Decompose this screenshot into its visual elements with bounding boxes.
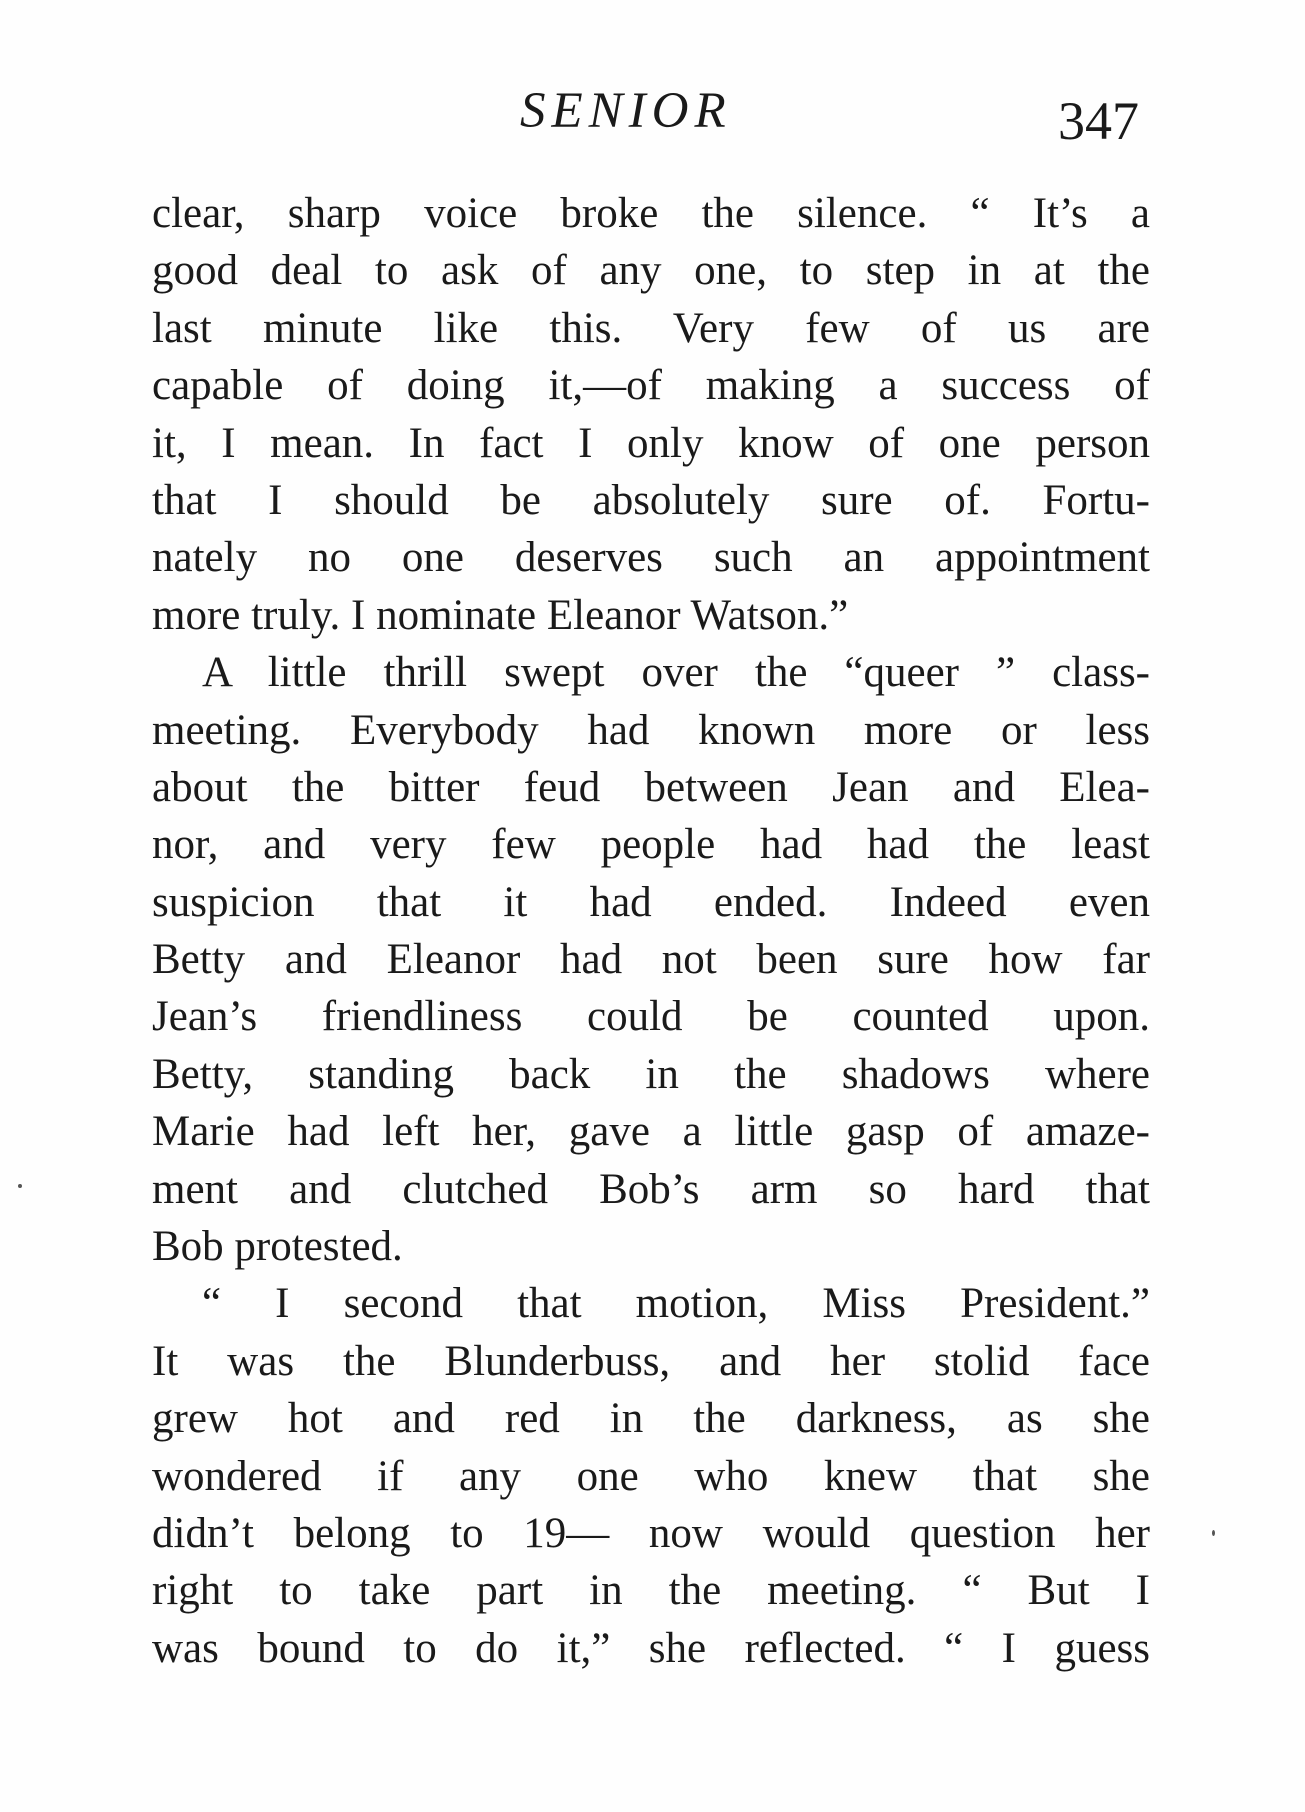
text-line: meeting. Everybody had known more or less [152,706,1150,754]
text-line: grew hot and red in the darkness, as she [152,1395,1150,1443]
running-head [0,78,1305,158]
text-line: was bound to do it,” she reflected. “ I guess [152,1624,1150,1672]
text-line: clear, sharp voice broke the silence. “ It’s a [152,190,1150,237]
text-line: Betty, standing back in the shadows where [152,1050,1150,1098]
body-text [152,185,1150,1677]
text-line: good deal to ask of any one, to step in at the [152,247,1150,295]
text-line: ment and clutched Bob’s arm so hard that [152,1165,1150,1213]
text-line: capable of doing it,—of making a success of [152,362,1150,410]
text-line: nately no one deserves such an appointment [152,534,1150,582]
text-line: it, I mean. In fact I only know of one person [152,419,1150,467]
text-line: nor, and very few people had had the least [152,821,1150,869]
text-line: didn’t belong to 19— now would question her [152,1509,1150,1557]
print-speck [1212,1530,1215,1536]
text-line: about the bitter feud between Jean and Elea- [152,763,1150,811]
text-line: Jean’s friendliness could be counted upon. [152,993,1150,1041]
text-line: right to take part in the meeting. “ But I [152,1567,1150,1615]
running-title: SENIOR [520,83,732,139]
print-speck [18,1184,22,1188]
text-line: that I should be absolutely sure of. Fortu- [152,476,1150,524]
text-line: “ I second that motion, Miss President.” [202,1280,1150,1328]
text-line: wondered if any one who knew that she [152,1452,1150,1500]
text-line: suspicion that it had ended. Indeed even [152,878,1150,926]
text-line: Betty and Eleanor had not been sure how far [152,936,1150,984]
text-line: It was the Blunderbuss, and her stolid face [152,1337,1150,1385]
text-line: more truly. I nominate Eleanor Watson.” [152,591,849,639]
text-line: Marie had left her, gave a little gasp of amaze- [152,1108,1150,1156]
text-line: last minute like this. Very few of us are [152,304,1150,352]
text-line: A little thrill swept over the “queer ” class- [202,649,1150,697]
page-number: 347 [1058,91,1139,151]
text-line: Bob protested. [152,1223,403,1271]
